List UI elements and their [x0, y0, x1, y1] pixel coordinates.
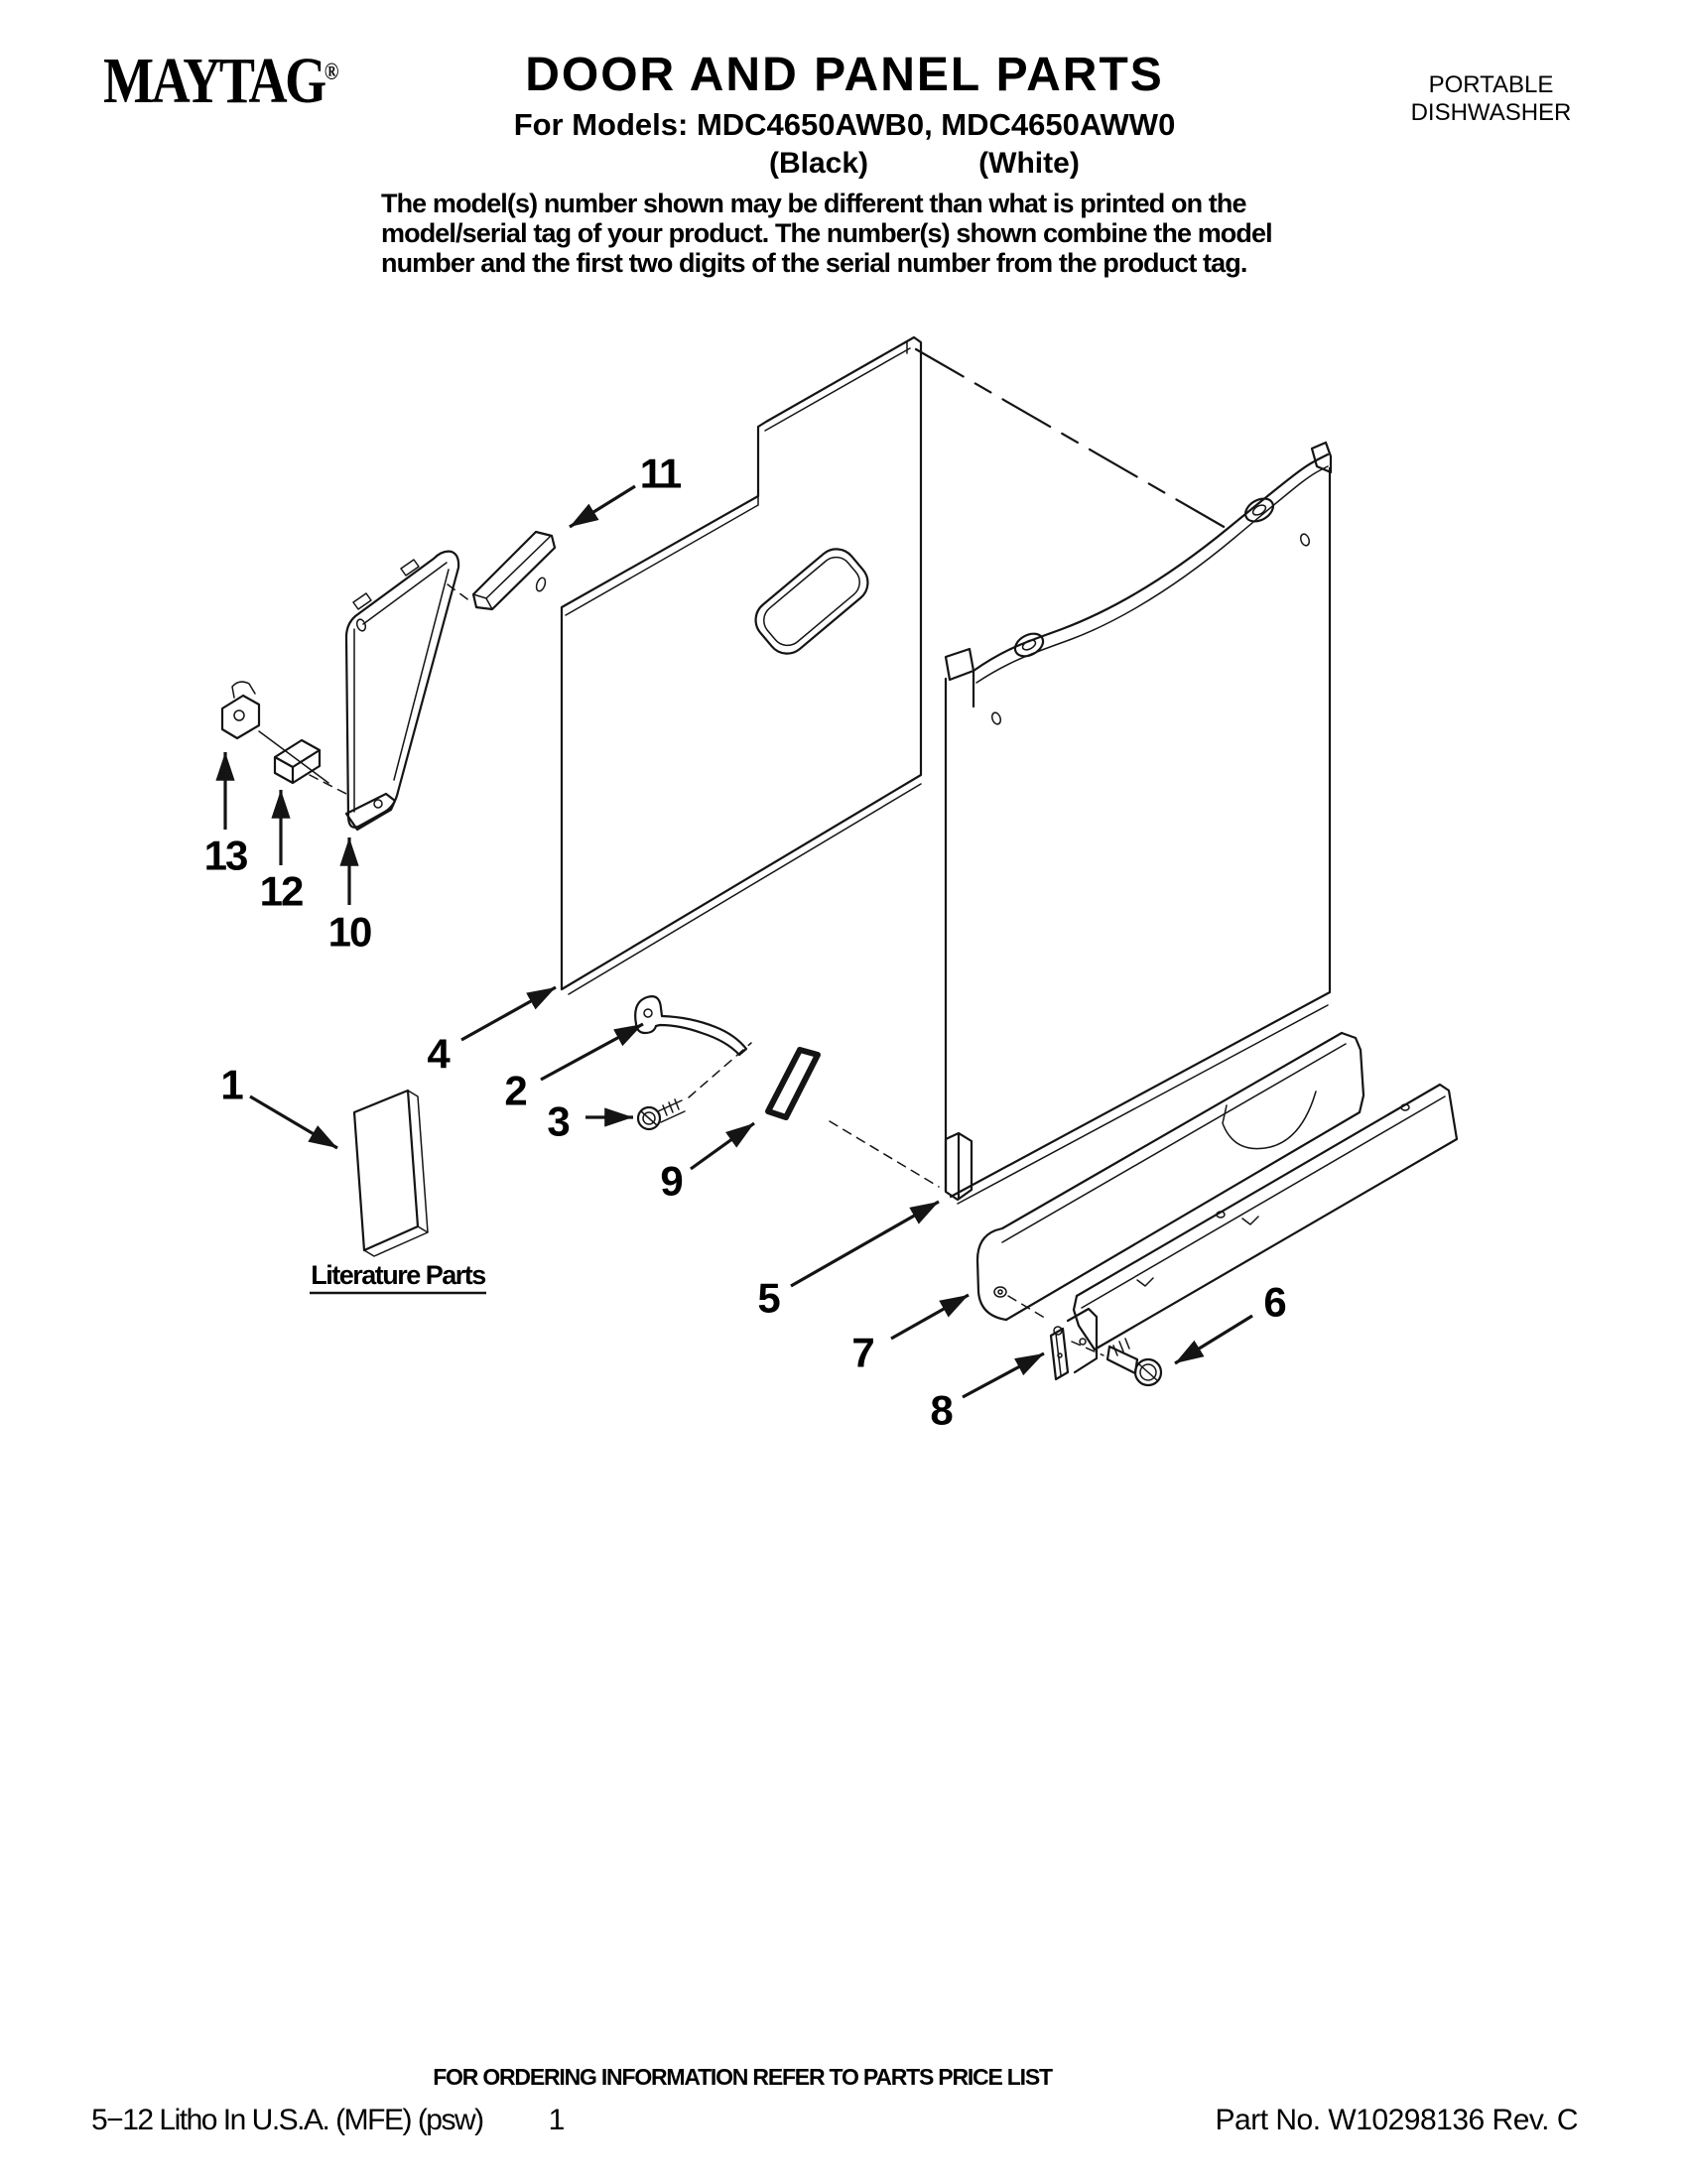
hinge-bracket-drawing	[635, 996, 746, 1055]
product-type-line1: PORTABLE	[1428, 71, 1554, 98]
console-end-panel-drawing	[346, 552, 458, 830]
svg-text:6: 6	[1263, 1278, 1285, 1326]
svg-text:13: 13	[203, 832, 247, 879]
product-type-line2: DISHWASHER	[1410, 99, 1572, 126]
callout-11	[570, 450, 682, 528]
note-line3: number and the first two digits of the serial number from the product tag.	[381, 248, 1247, 278]
registered-trademark-icon: ®	[324, 60, 339, 85]
page-number: 1	[548, 2104, 566, 2136]
outer-door-panel-drawing	[946, 443, 1331, 1204]
callout-7	[851, 1295, 969, 1376]
callout-4	[427, 987, 556, 1078]
callout-13	[204, 752, 247, 879]
svg-text:2: 2	[504, 1067, 526, 1114]
brand-text: MAYTAG	[103, 45, 325, 117]
note-line1: The model(s) number shown may be different than what is printed on the	[381, 189, 1246, 218]
svg-text:10: 10	[327, 908, 371, 956]
callout-9	[660, 1123, 754, 1205]
page-title: DOOR AND PANEL PARTS	[525, 49, 1164, 101]
svg-text:4: 4	[427, 1030, 449, 1078]
svg-text:9: 9	[660, 1157, 682, 1205]
finish-white-label: (White)	[978, 147, 1080, 180]
callout-12	[260, 790, 303, 915]
svg-text:5: 5	[757, 1274, 779, 1322]
hinge-screw-drawing	[638, 1043, 751, 1129]
callout-2	[504, 1024, 643, 1114]
panel-screw-drawing	[1107, 1339, 1161, 1385]
literature-book-drawing	[354, 1091, 428, 1256]
ordering-note: FOR ORDERING INFORMATION REFER TO PARTS PRICE LIST	[433, 2064, 1052, 2090]
access-panel-drawing	[977, 1033, 1363, 1320]
svg-text:3: 3	[547, 1097, 569, 1145]
note-line2: model/serial tag of your product. The number(s) shown combine the model	[381, 218, 1272, 248]
trim-strip-drawing	[448, 532, 555, 609]
literature-parts-label: Literature Parts	[311, 1260, 485, 1290]
callout-5	[757, 1202, 939, 1322]
callout-1	[220, 1062, 337, 1149]
callout-3	[547, 1098, 633, 1145]
projection-line	[916, 349, 1233, 532]
svg-text:7: 7	[851, 1329, 873, 1376]
svg-text:11: 11	[639, 450, 681, 497]
inner-door-panel-drawing	[535, 337, 921, 994]
callout-8	[930, 1353, 1044, 1434]
callout-10	[328, 837, 371, 956]
litho-line: 5−12 Litho In U.S.A. (MFE) (psw)	[91, 2104, 483, 2136]
part-number: Part No. W10298136 Rev. C	[1215, 2104, 1578, 2136]
svg-text:8: 8	[930, 1386, 952, 1434]
svg-text:1: 1	[220, 1061, 242, 1108]
bumper-block-drawing	[275, 740, 346, 794]
callout-6	[1175, 1279, 1285, 1364]
models-line: For Models: MDC4650AWB0, MDC4650AWW0	[513, 107, 1176, 142]
finish-black-label: (Black)	[768, 147, 869, 180]
seal-strip-drawing	[768, 1050, 939, 1187]
svg-text:12: 12	[259, 867, 303, 915]
